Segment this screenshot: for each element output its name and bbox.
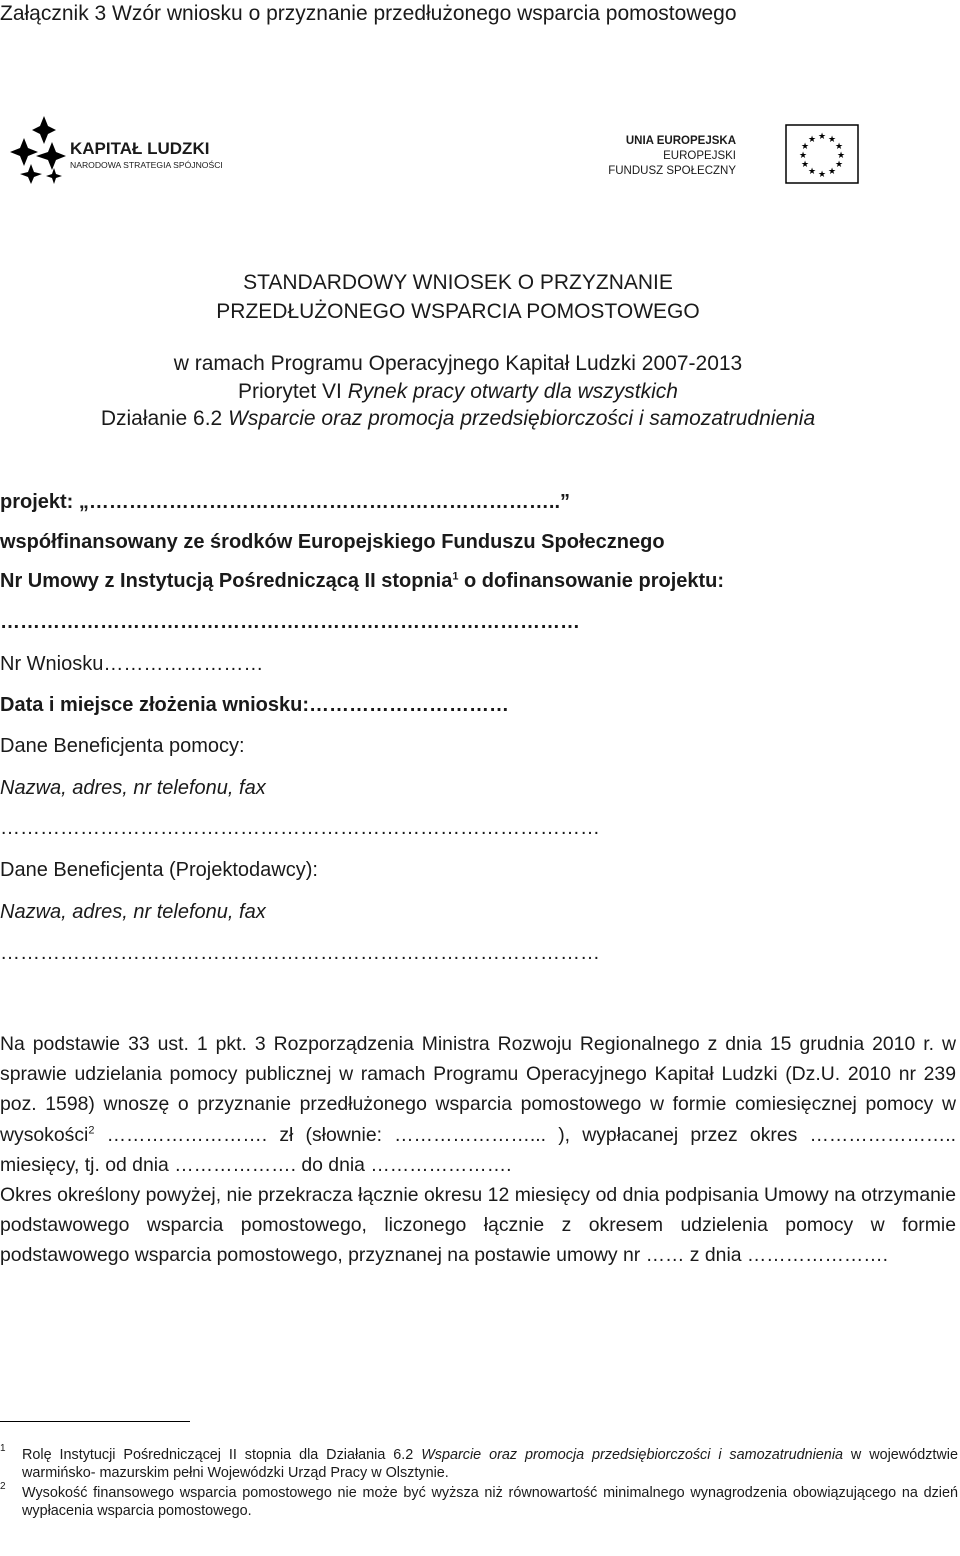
date-place-field: Data i miejsce złożenia wniosku:………………………… [0, 694, 509, 716]
beneficiary-fields-label: Nazwa, adres, nr telefonu, fax [0, 777, 266, 799]
svg-text:★: ★ [798, 151, 808, 161]
footnote-number: 2 [0, 1481, 6, 1492]
measure-prefix: Działanie 6.2 [100, 407, 229, 430]
priority-name: Rynek pracy otwarty dla wszystkich [347, 380, 678, 403]
footnote-text: Rolę Instytucji Pośredniczącej II stopnia dla Działania 6.2 [22, 1447, 422, 1463]
svg-text:★: ★ [827, 167, 837, 177]
agreement-suffix: o dofinansowanie projektu: [458, 570, 725, 592]
priority-prefix: Priorytet VI [238, 380, 348, 403]
svg-text:★: ★ [800, 160, 810, 170]
eu-fund-logo [608, 124, 860, 186]
program-name: w ramach Programu Operacyjnego Kapitał Ludzki 2007-2013 [173, 352, 743, 375]
svg-text:★: ★ [807, 135, 817, 145]
svg-text:★: ★ [834, 142, 844, 152]
agreement-number-label [0, 570, 724, 593]
logo-right-line1: UNIA EUROPEJSKA [625, 135, 736, 147]
footnote-number: 1 [0, 1443, 6, 1454]
measure-name: Wsparcie oraz promocja przedsiębiorczości i samozatrudnienia [228, 407, 816, 430]
logo-left-subtitle: NARODOWA STRATEGIA SPÓJNOŚCI [70, 160, 223, 170]
footnote-ref-1: 1 [452, 570, 459, 583]
application-number-field: Nr Wniosku…………………… [0, 653, 264, 675]
kapital-ludzki-logo [6, 112, 246, 192]
request-text-continued: ……………………. zł (słownie: …………………... ), wypłacanej przez okres ………………….. miesięcy, tj. od dnia ………………. do dnia …………………. [0, 1123, 956, 1176]
agreement-prefix: Nr Umowy z Instytucją Pośredniczącą II stopnia [0, 570, 453, 592]
beneficiary-heading: Dane Beneficjenta pomocy: [0, 735, 245, 757]
form-title-line1: STANDARDOWY WNIOSEK O PRZYZNANIE [243, 271, 673, 294]
form-title-line2: PRZEDŁUŻONEGO WSPARCIA POMOSTOWEGO [216, 300, 700, 323]
footnote-measure-name: Wsparcie oraz promocja przedsiębiorczości i samozatrudnienia [421, 1447, 844, 1463]
star-cluster-icon [10, 116, 66, 184]
request-paragraph [0, 1029, 956, 1271]
logo-left-title: KAPITAŁ LUDZKI [70, 139, 210, 158]
footnote-1 [0, 1443, 958, 1482]
svg-text:★: ★ [836, 151, 846, 161]
measure-line [0, 407, 916, 431]
svg-text:★: ★ [807, 167, 817, 177]
logo-right-line2: EUROPEJSKI [663, 150, 736, 162]
footnote-text: Wysokość finansowego wsparcia pomostowego nie może być wyższa niż równowartość minimalnego wynagrodzenia obowiązującego na dzień wypłacenia wsparcia pomostowego. [22, 1485, 958, 1519]
request-text: Na podstawie 33 ust. 1 pkt. 3 Rozporządzenia Ministra Rozwoju Regionalnego z dnia 15 grudnia 2010 r. w sprawie udzielania pomocy publicznej w ramach Programu Operacyjnego Kapitał Ludzki (Dz.U. 2010 nr 239 poz. 1598) wnoszę o przyznanie przedłużonego wsparcia pomostowego w formie comiesięcznej pomocy w wysokości [0, 1033, 956, 1146]
period-paragraph: Okres określony powyżej, nie przekracza łącznie okresu 12 miesięcy od dnia podpisania Umowy na otrzymanie podstawowego wsparcia pomostowego, liczonego łącznie z okresem udzielenia pomocy w formie podstawowego wsparcia pomostowego, przyznanej na postawie umowy nr …… z dnia …………………. [0, 1184, 956, 1267]
project-beneficiary-heading: Dane Beneficjenta (Projektodawcy): [0, 859, 318, 881]
svg-text:★: ★ [834, 160, 844, 170]
document-header: Załącznik 3 Wzór wniosku o przyznanie przedłużonego wsparcia pomostowego [0, 2, 737, 25]
project-field: projekt: „……………………………………………………………..” [0, 491, 571, 513]
project-beneficiary-fields-label: Nazwa, adres, nr telefonu, fax [0, 901, 266, 923]
svg-text:★: ★ [817, 132, 827, 142]
priority-line [0, 380, 916, 404]
svg-text:★: ★ [800, 142, 810, 152]
svg-text:★: ★ [827, 135, 837, 145]
project-beneficiary-details-field: ……………………………………………………………………………… [0, 942, 600, 964]
footnote-ref-2: 2 [88, 1124, 95, 1137]
beneficiary-details-field: ……………………………………………………………………………… [0, 817, 600, 839]
footnote-text-continued: w województwie warmińsko- mazurskim pełni Wojewódzki Urząd Pracy w Olsztynie. [22, 1447, 958, 1481]
svg-text:★: ★ [817, 170, 827, 180]
footnote-2 [0, 1481, 958, 1520]
footnote-divider [0, 1421, 190, 1422]
agreement-number-field: …………………………………………………………………………… [0, 611, 580, 633]
logo-right-line3: FUNDUSZ SPOŁECZNY [608, 165, 736, 177]
eu-flag-icon [786, 125, 858, 183]
cofinancing-statement: współfinansowany ze środków Europejskiego Funduszu Społecznego [0, 531, 665, 553]
